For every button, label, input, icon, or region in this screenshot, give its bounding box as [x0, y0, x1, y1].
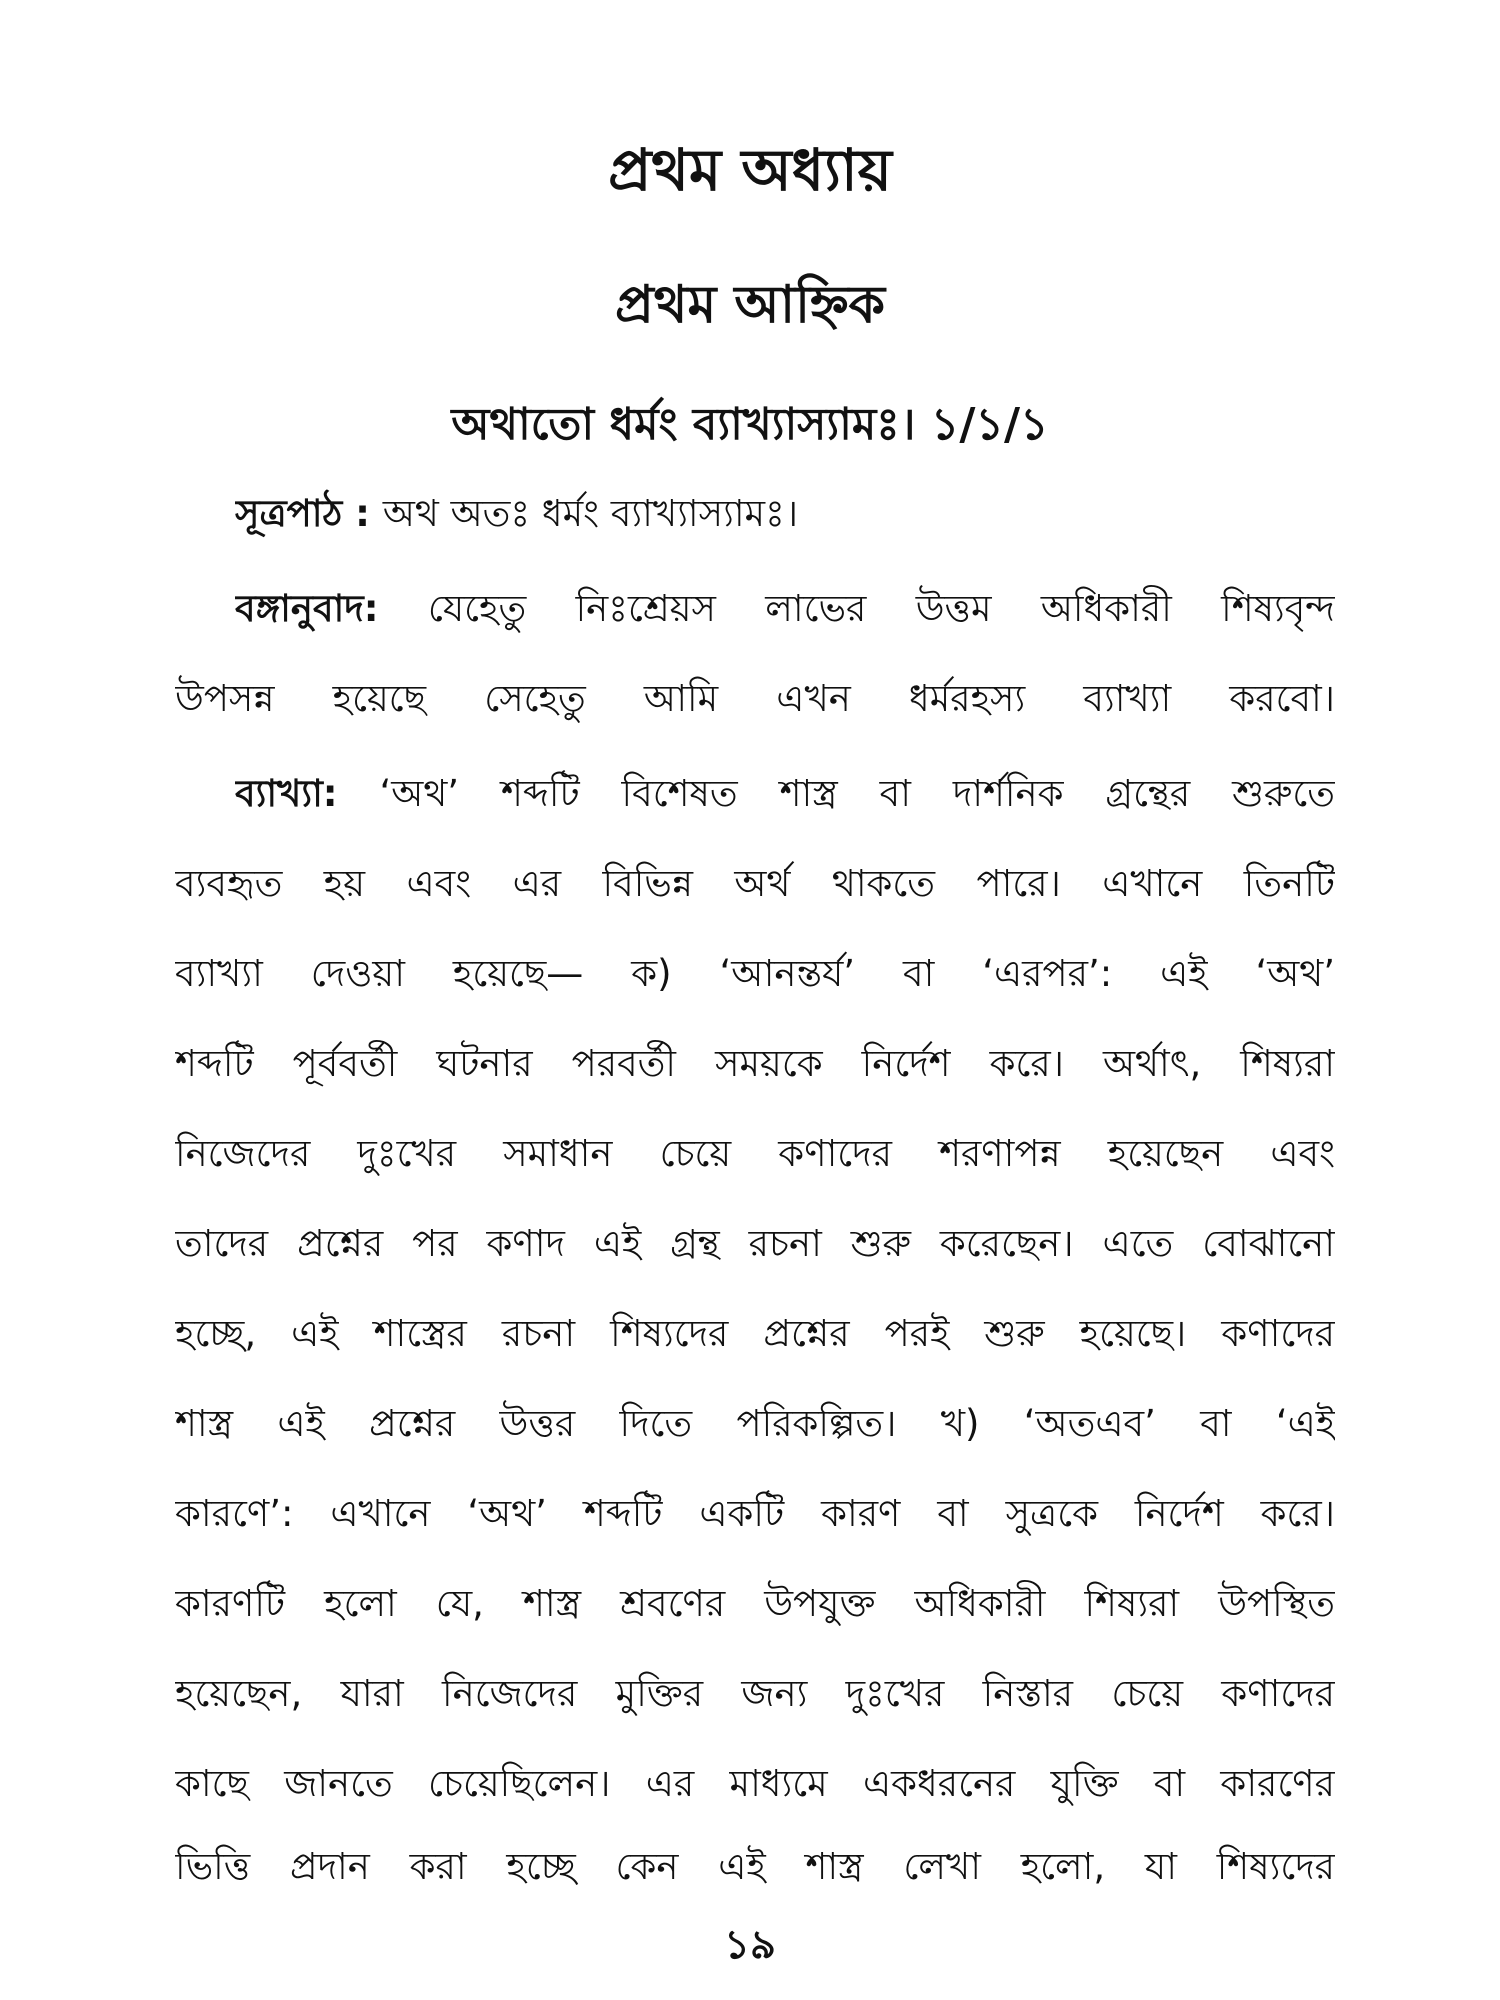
explanation-line: কারণটি হলো যে, শাস্ত্র শ্রবণের উপযুক্ত অধিকারী শিষ্যরা উপস্থিত — [175, 1582, 1335, 1625]
translation-label: বঙ্গানুবাদ: — [235, 587, 379, 630]
page-number: ১৯ — [724, 1922, 776, 1968]
explanation-line: কাছে জানতে চেয়েছিলেন। এর মাধ্যমে একধরনের যুক্তি বা কারণের — [175, 1762, 1335, 1805]
explanation-label: ব্যাখ্যা: — [235, 772, 338, 815]
explanation-line: শব্দটি পূর্ববর্তী ঘটনার পরবর্তী সময়কে নির্দেশ করে। অর্থাৎ, শিষ্যরা — [175, 1042, 1335, 1085]
translation-line-1 — [235, 580, 1335, 638]
explanation-line: ভিত্তি প্রদান করা হচ্ছে কেন এই শাস্ত্র লেখা হলো, যা শিষ্যদের — [175, 1845, 1335, 1888]
explanation-line: হচ্ছে, এই শাস্ত্রের রচনা শিষ্যদের প্রশ্নের পরই শুরু হয়েছে। কণাদের — [175, 1312, 1335, 1355]
sutra-heading: অথাতো ধর্মং ব্যাখ্যাস্যামঃ। ১/১/১ — [451, 399, 1049, 450]
sutrapath-separator: : — [342, 492, 383, 535]
sutrapath-line — [235, 485, 1335, 543]
translation-text-1: যেহেতু নিঃশ্রেয়স লাভের উত্তম অধিকারী শিষ্যবৃন্দ — [378, 587, 1335, 630]
section-title: প্রথম আহ্নিক — [614, 275, 886, 335]
explanation-line: ব্যাখ্যা দেওয়া হয়েছে— ক) ‘আনন্তর্য’ বা ‘এরপর’: এই ‘অথ’ — [175, 952, 1335, 995]
translation-line-2: উপসন্ন হয়েছে সেহেতু আমি এখন ধর্মরহস্য ব্যাখ্যা করবো। — [175, 677, 1335, 720]
explanation-line: কারণে’: এখানে ‘অথ’ শব্দটি একটি কারণ বা সুত্রকে নির্দেশ করে। — [175, 1492, 1335, 1535]
explanation-line: নিজেদের দুঃখের সমাধান চেয়ে কণাদের শরণাপন্ন হয়েছেন এবং — [175, 1132, 1335, 1175]
explanation-line-1 — [235, 765, 1335, 823]
explanation-line: শাস্ত্র এই প্রশ্নের উত্তর দিতে পরিকল্পিত। খ) ‘অতএব’ বা ‘এই — [175, 1402, 1335, 1445]
sutrapath-label: সূত্রপাঠ — [235, 492, 343, 535]
sutrapath-text: অথ অতঃ ধর্মং ব্যাখ্যাস্যামঃ। — [382, 492, 799, 535]
explanation-line: হয়েছেন, যারা নিজেদের মুক্তির জন্য দুঃখের নিস্তার চেয়ে কণাদের — [175, 1672, 1335, 1715]
explanation-line: তাদের প্রশ্নের পর কণাদ এই গ্রন্থ রচনা শুরু করেছেন। এতে বোঝানো — [175, 1222, 1335, 1265]
explanation-text-1: ‘অথ’ শব্দটি বিশেষত শাস্ত্র বা দার্শনিক গ্রন্থের শুরুতে — [337, 772, 1335, 815]
chapter-title: প্রথম অধ্যায় — [608, 136, 892, 204]
explanation-line: ব্যবহৃত হয় এবং এর বিভিন্ন অর্থ থাকতে পারে। এখানে তিনটি — [175, 862, 1335, 905]
